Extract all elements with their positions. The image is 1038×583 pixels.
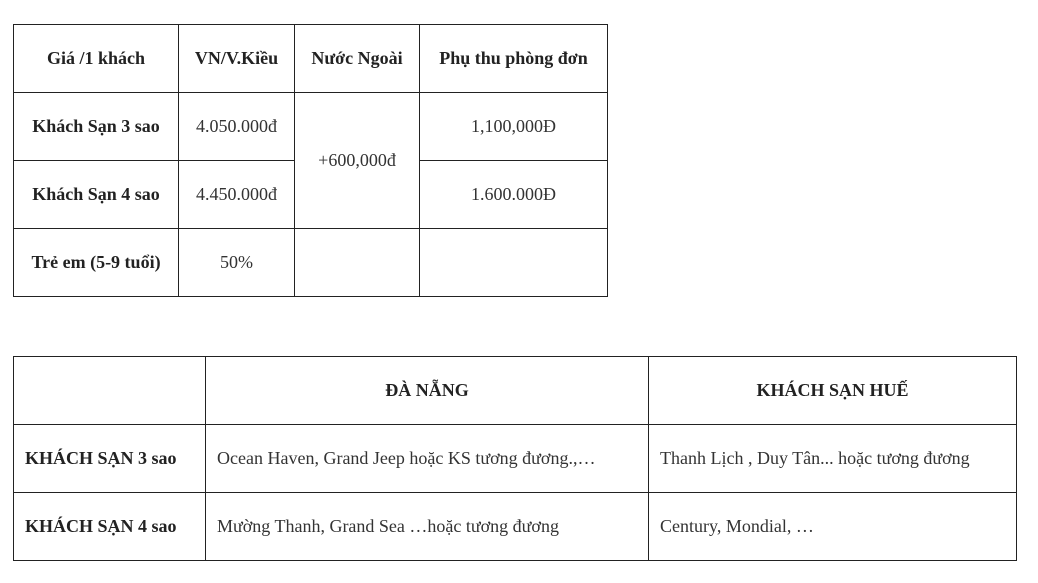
single-room-cell: 1,100,000Đ [420, 93, 608, 161]
header-cell: KHÁCH SẠN HUẾ [649, 357, 1017, 425]
price-cell: 4.050.000đ [179, 93, 295, 161]
header-cell: Giá /1 khách [14, 25, 179, 93]
single-room-cell [420, 229, 608, 297]
empty-cell [295, 229, 420, 297]
hotel-table [13, 356, 1017, 561]
row-label: KHÁCH SẠN 4 sao [14, 493, 206, 561]
price-table [13, 24, 608, 297]
header-cell: Phụ thu phòng đơn [420, 25, 608, 93]
table-row [14, 93, 608, 161]
table-row [14, 425, 1017, 493]
price-cell: 50% [179, 229, 295, 297]
hue-hotels-cell: Thanh Lịch , Duy Tân... hoặc tương đương [649, 425, 1017, 493]
hue-hotels-cell: Century, Mondial, … [649, 493, 1017, 561]
row-label: Trẻ em (5-9 tuổi) [14, 229, 179, 297]
foreign-surcharge-cell: +600,000đ [295, 93, 420, 229]
danang-hotels-cell: Mường Thanh, Grand Sea …hoặc tương đương [206, 493, 649, 561]
danang-hotels-cell: Ocean Haven, Grand Jeep hoặc KS tương đương.,… [206, 425, 649, 493]
header-cell: ĐÀ NẴNG [206, 357, 649, 425]
price-cell: 4.450.000đ [179, 161, 295, 229]
row-label: KHÁCH SẠN 3 sao [14, 425, 206, 493]
table-row [14, 493, 1017, 561]
row-label: Khách Sạn 3 sao [14, 93, 179, 161]
header-cell [14, 357, 206, 425]
table-header-row [14, 357, 1017, 425]
row-label: Khách Sạn 4 sao [14, 161, 179, 229]
table-row [14, 229, 608, 297]
header-cell: Nước Ngoài [295, 25, 420, 93]
header-cell: VN/V.Kiều [179, 25, 295, 93]
table-header-row [14, 25, 608, 93]
single-room-cell: 1.600.000Đ [420, 161, 608, 229]
